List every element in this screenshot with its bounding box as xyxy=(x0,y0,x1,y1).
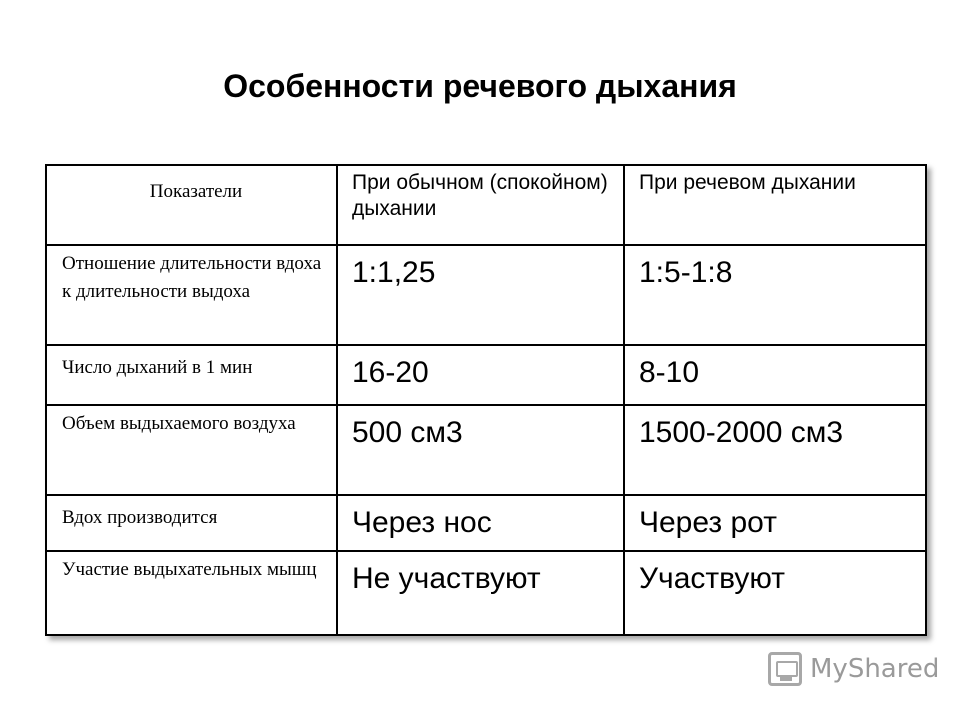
cell-speech: 1:5-1:8 xyxy=(624,245,926,345)
table-row xyxy=(46,345,926,405)
cell-normal: 1:1,25 xyxy=(337,245,624,345)
cell-normal: Не участвуют xyxy=(337,551,624,635)
table-row xyxy=(46,245,926,345)
presentation-icon xyxy=(768,652,802,686)
cell-normal: Через нос xyxy=(337,495,624,551)
cell-normal: 16-20 xyxy=(337,345,624,405)
cell-speech: Участвуют xyxy=(624,551,926,635)
watermark-logo xyxy=(768,652,939,686)
header-indicators: Показатели xyxy=(46,165,337,245)
page-title: Особенности речевого дыхания xyxy=(223,68,737,104)
table-header-row xyxy=(46,165,926,245)
cell-normal: 500 см3 xyxy=(337,405,624,495)
table-row xyxy=(46,495,926,551)
table-row xyxy=(46,551,926,635)
cell-speech: Через рот xyxy=(624,495,926,551)
table-row xyxy=(46,405,926,495)
row-label: Число дыханий в 1 мин xyxy=(46,345,337,405)
header-normal-breathing: При обычном (спокойном) дыхании xyxy=(337,165,624,245)
row-label: Вдох производится xyxy=(46,495,337,551)
header-speech-breathing: При речевом дыхании xyxy=(624,165,926,245)
row-label: Участие выдыхательных мышц xyxy=(46,551,337,635)
watermark-text: MyShared xyxy=(810,654,940,684)
comparison-table xyxy=(45,164,927,636)
row-label: Отношение длительности вдоха к длительности выдоха xyxy=(46,245,337,345)
cell-speech: 1500-2000 см3 xyxy=(624,405,926,495)
cell-speech: 8-10 xyxy=(624,345,926,405)
row-label: Объем выдыхаемого воздуха xyxy=(46,405,337,495)
